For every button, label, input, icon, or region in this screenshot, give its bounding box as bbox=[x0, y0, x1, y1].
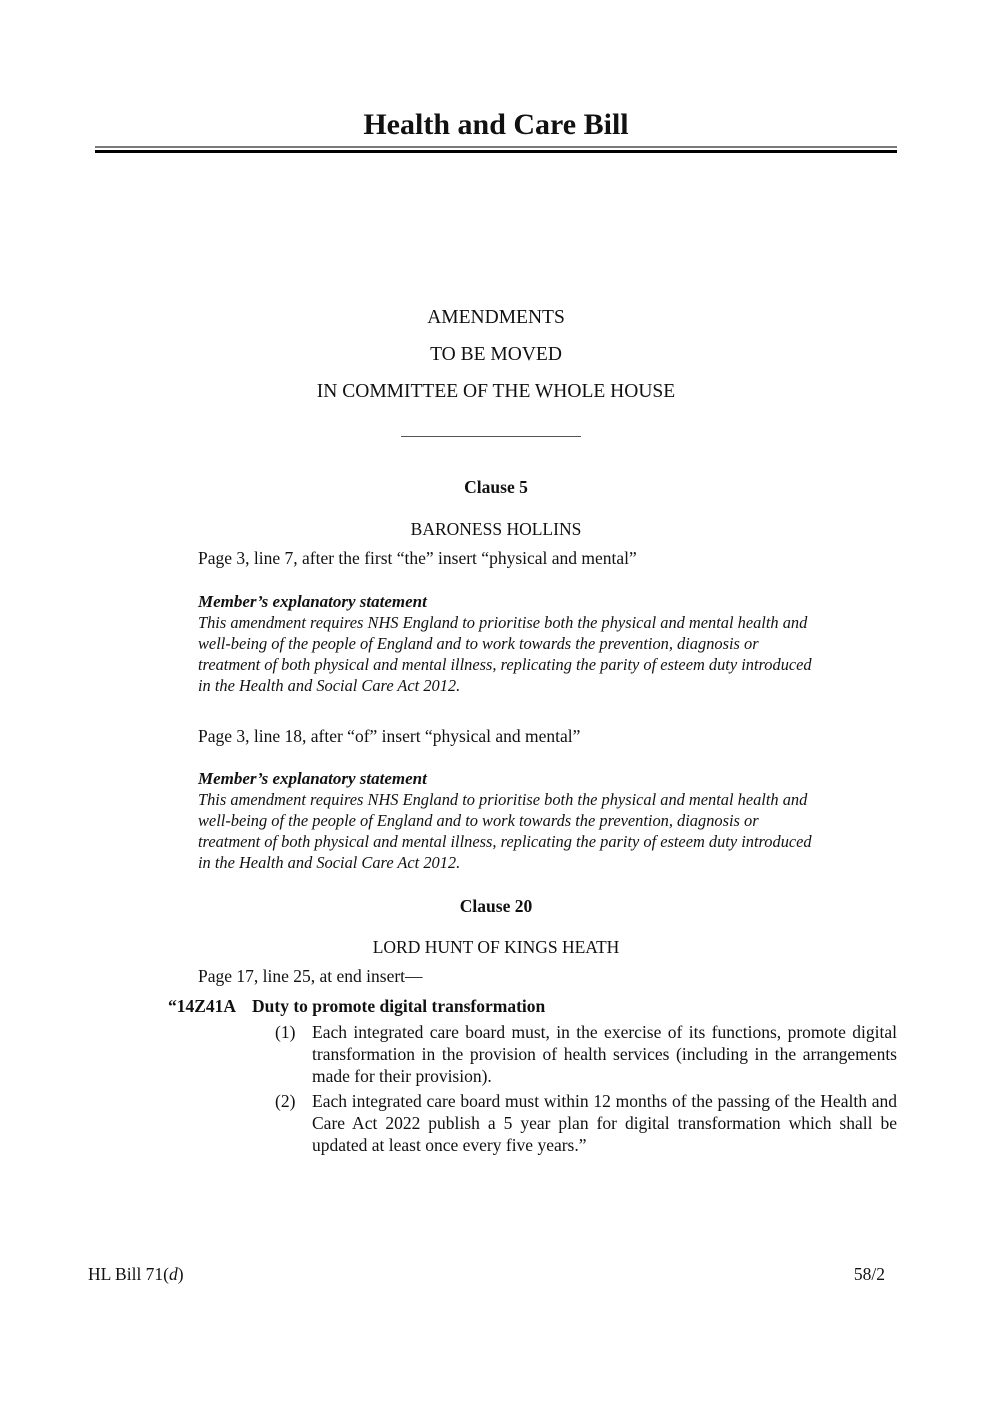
clause-heading: Clause 5 bbox=[464, 477, 528, 497]
amendment-mover: LORD HUNT OF KINGS HEATH bbox=[372, 937, 620, 957]
statement-line: This amendment requires NHS England to prioritise both the physical and mental health and bbox=[198, 790, 808, 809]
amendment-instruction: Page 17, line 25, at end insert— bbox=[198, 966, 423, 986]
amendment-instruction: Page 3, line 7, after the first “the” insert “physical and mental” bbox=[198, 548, 637, 568]
statement-line: in the Health and Social Care Act 2012. bbox=[198, 853, 461, 872]
explanatory-statement-heading: Member’s explanatory statement bbox=[198, 769, 427, 788]
new-section-heading bbox=[168, 995, 898, 1017]
subsection bbox=[275, 1021, 897, 1087]
title-rule-thin bbox=[95, 146, 897, 148]
amendment-mover: BARONESS HOLLINS bbox=[410, 519, 582, 539]
amendment-instruction: Page 3, line 18, after “of” insert “physical and mental” bbox=[198, 726, 581, 746]
page-reference: 58/2 bbox=[853, 1264, 885, 1284]
subsection bbox=[275, 1090, 897, 1156]
subsection-text: Each integrated care board must within 12 months of the passing of the Health and Care Act 2022 publish a 5 year plan for digital transformation which shall be updated at least once every five years.” bbox=[312, 1091, 897, 1155]
statement-line: well-being of the people of England and to work towards the prevention, diagnosis or bbox=[198, 634, 759, 653]
bill-ref-suffix: ) bbox=[177, 1264, 184, 1284]
statement-line: This amendment requires NHS England to prioritise both the physical and mental health and bbox=[198, 613, 808, 632]
explanatory-statement-heading: Member’s explanatory statement bbox=[198, 592, 427, 611]
new-section-number: “14Z41A bbox=[168, 996, 237, 1016]
document-title: Health and Care Bill bbox=[363, 108, 629, 141]
statement-line: well-being of the people of England and to work towards the prevention, diagnosis or bbox=[198, 811, 759, 830]
new-section-title: Duty to promote digital transformation bbox=[252, 996, 546, 1016]
subsection-number: (1) bbox=[275, 1022, 296, 1042]
subsection-text: Each integrated care board must, in the exercise of its functions, promote digital transformation in the provision of health services (including in the arrangements made for their provision). bbox=[312, 1022, 897, 1086]
explanatory-statement-body bbox=[198, 789, 898, 873]
bill-reference bbox=[88, 1263, 184, 1285]
statement-line: treatment of both physical and mental illness, replicating the parity of esteem duty introduced bbox=[198, 832, 812, 851]
title-rule-thick bbox=[95, 150, 897, 153]
clause-heading: Clause 20 bbox=[459, 896, 533, 916]
preamble-divider bbox=[401, 436, 581, 437]
preamble-line-to-be-moved: TO BE MOVED bbox=[430, 344, 562, 365]
statement-line: in the Health and Social Care Act 2012. bbox=[198, 676, 461, 695]
statement-line: treatment of both physical and mental illness, replicating the parity of esteem duty introduced bbox=[198, 655, 812, 674]
preamble-line-amendments: AMENDMENTS bbox=[427, 307, 565, 328]
subsection-number: (2) bbox=[275, 1091, 296, 1111]
bill-ref-letter: d bbox=[169, 1264, 178, 1284]
preamble-line-committee: IN COMMITTEE OF THE WHOLE HOUSE bbox=[316, 381, 676, 402]
explanatory-statement-body bbox=[198, 612, 898, 696]
bill-ref-prefix: HL Bill 71( bbox=[88, 1264, 170, 1284]
